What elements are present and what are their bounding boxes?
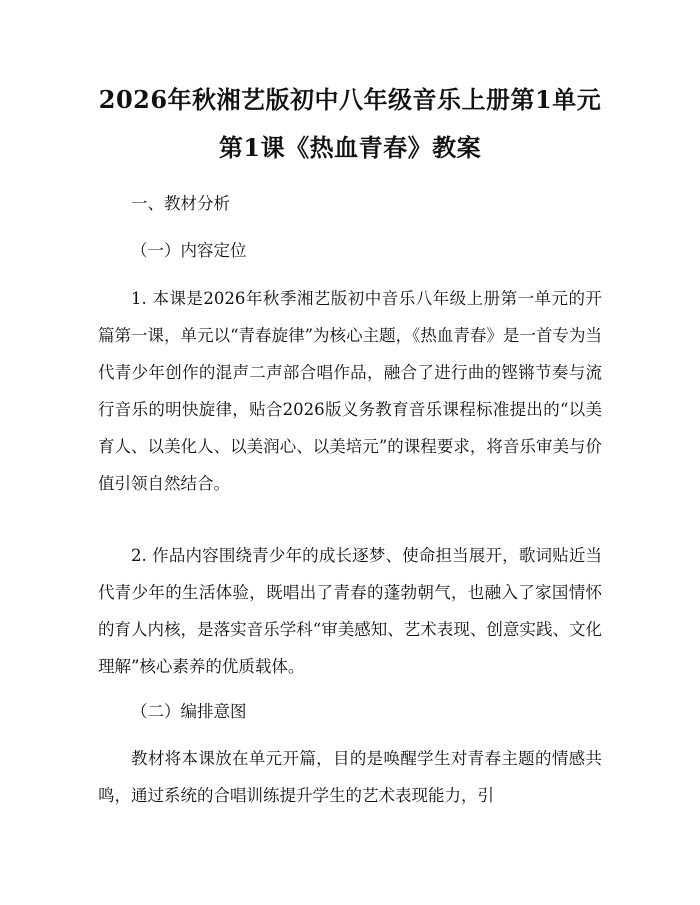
subsection-heading-arrangement-intent: （二）编排意图 — [131, 702, 247, 721]
paragraph-content-positioning-2: 2. 作品内容围绕青少年的成长逐梦、使命担当展开，歌词贴近当代青少年的生活体验，既唱出了青春的蓬勃朝气，也融入了家国情怀的育人内核，是落实音乐学科“审美感知、艺术表现、创意实践、文化理解”核心素养的优质载体。 — [98, 546, 602, 676]
section-heading-textbook-analysis: 一、教材分析 — [131, 194, 230, 213]
paragraph-arrangement-intent: 教材将本课放在单元开篇，目的是唤醒学生对青春主题的情感共鸣，通过系统的合唱训练提升学生的艺术表现能力，引 — [98, 749, 602, 805]
document-title: 2026年秋湘艺版初中八年级音乐上册第1单元第1课《热血青春》教案 — [98, 85, 602, 162]
subsection-heading-content-positioning: （一）内容定位 — [131, 241, 247, 260]
paragraph-content-positioning-1: 1. 本课是2026年秋季湘艺版初中音乐八年级上册第一单元的开篇第一课，单元以“青春旋律”为核心主题，《热血青春》是一首专为当代青少年创作的混声二声部合唱作品，融合了进行曲的铿锵节奏与流行音乐的明快旋律，贴合2026版义务教育音乐课程标准提出的“以美育人、以美化人、以美润心、以美培元”的课程要求，将音乐审美与价值引领自然结合。 — [98, 289, 602, 493]
